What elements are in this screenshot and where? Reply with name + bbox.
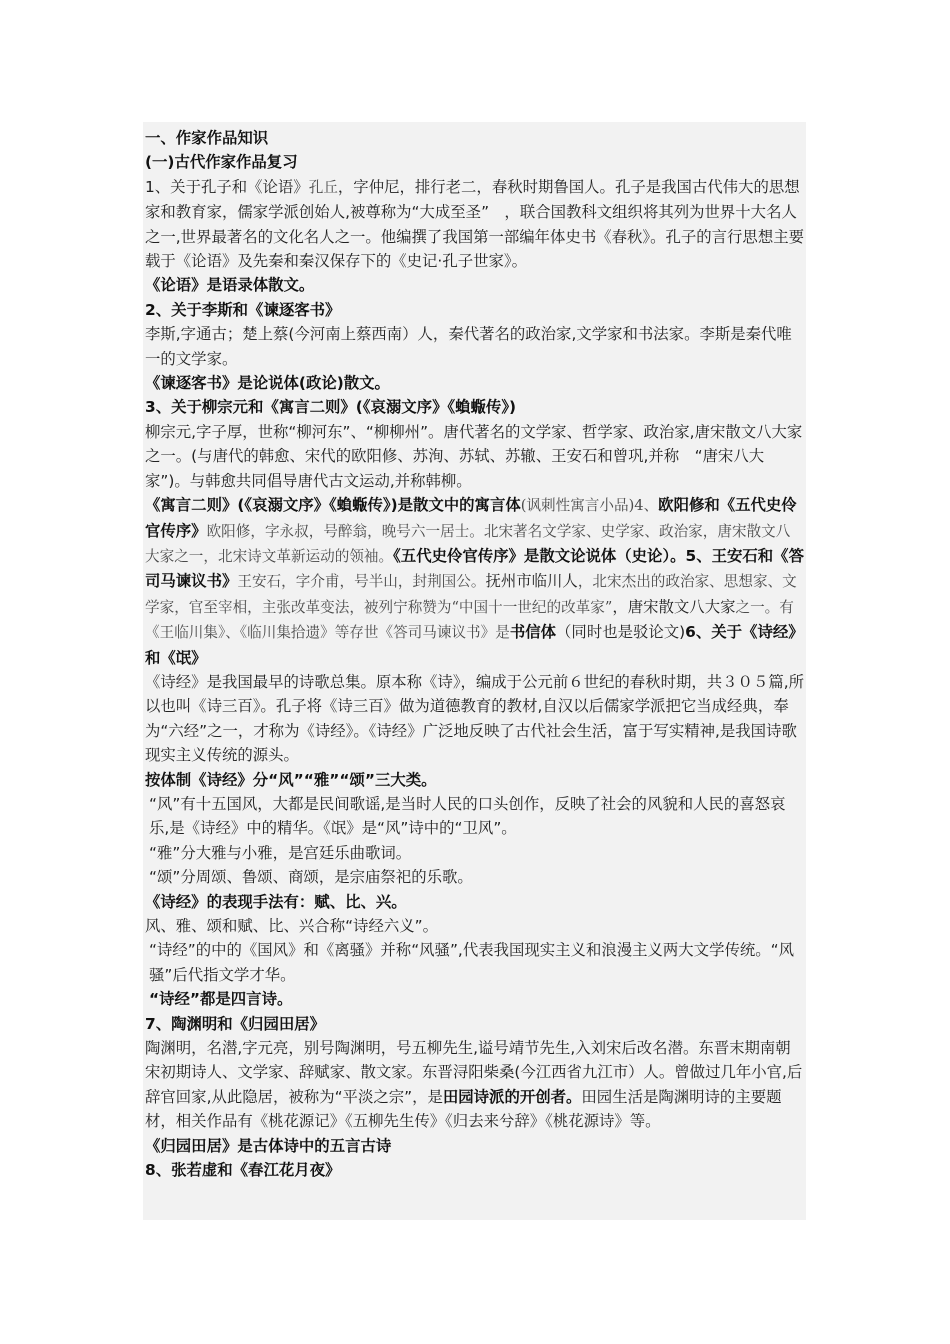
section-6-liuyi: 风、雅、颂和赋、比、兴合称“诗经六义”。	[145, 917, 438, 935]
m2: (讽刺性寓言小品)	[520, 497, 635, 515]
m12: 书信体	[509, 623, 557, 642]
section-8-title: 8、张若虚和《春江花月夜》	[145, 1161, 341, 1180]
document-page	[143, 122, 806, 1220]
section-2-text: 李斯,字通古；楚上蔡(今河南上蔡西南）人，秦代著名的政治家,文学家和书法家。李斯是秦代唯一的文学家。	[145, 325, 792, 368]
section-6-text: 《诗经》是我国最早的诗歌总集。原本称《诗》，编成于公元前６世纪的春秋时期，共３０５篇,所以也叫《诗三百》。孔子将《诗三百》做为道德教育的教材,自汉以后儒家学派把它当成经典，奉为“六经”之一，才称为《诗经》。《诗经》广泛地反映了古代社会生活，富于写实精神,是我国诗歌现实主义传统的源头。	[145, 672, 804, 765]
section-6-bold-3: “诗经”都是四言诗。	[149, 990, 293, 1009]
section-2-title: 2、关于李斯和《谏逐客书》	[145, 300, 341, 319]
section-6-bold-1: 按体制《诗经》分“风”“雅”“颂”三大类。	[145, 770, 437, 789]
m5: 欧阳修，字永叔，号醉翁，晚号六一居士。北宋著名文学家、史学家、政治家，唐宋散文八大家之一，北宋诗文革新运动的领袖。	[145, 522, 791, 565]
section-1-kongqiu: 孔丘	[308, 178, 338, 196]
section-6-ya: “雅”分大雅与小雅，是宫廷乐曲歌词。	[149, 843, 412, 862]
section-6-song: “颂”分周颂、鲁颂、商颂，是宗庙祭祀的乐歌。	[149, 868, 473, 887]
m8: 抚州市临川人	[485, 572, 578, 591]
m14: 6、关于《诗经》和《氓》	[145, 623, 804, 667]
section-1-bold: 《论语》是语录体散文。	[145, 276, 315, 295]
m7: 王安石，字介甫，号半山，封荆国公。	[237, 573, 486, 591]
section-1-text: ，字仲尼，排行老二，春秋时期鲁国人。孔子是我国古代伟大的思想家和教育家，儒家学派创始人,被尊称为“大成至圣” ，联合国教科文组织将其列为世界十大名人之一,世界最著名的文化名人之一。他编撰了我国第一部编年体史书《春秋》。孔子的言行思想主要载于《论语》及先秦和秦汉保存下的《史记·孔子世家》。	[145, 177, 804, 271]
section-7-t3: 田园生活是陶渊明诗的主要题材，相关作品有《桃花源记》《五柳先生传》《归去来兮辞》《桃花源诗》等。	[145, 1087, 782, 1131]
section-7-bold: 《归园田居》是古体诗中的五言古诗	[145, 1136, 392, 1155]
m3: 4、	[634, 497, 659, 515]
section-6-fengsao: “诗经”的中的《国风》和《离骚》并称“风骚”,代表我国现实主义和浪漫主义两大文学传统。“风骚”后代指文学才华。	[149, 941, 794, 984]
document-content	[143, 122, 806, 1182]
m1: 《寓言二则》(《哀溺文序》《蝜蝂传》)是散文中的寓言体	[145, 496, 521, 515]
section-6-bold-2: 《诗经》的表现手法有：赋、比、兴。	[145, 892, 407, 911]
section-7-t1: 陶渊明，名潜,字元亮，别号陶渊明，号五柳先生,谥号靖节先生,入刘宋后改名潜。东晋末期南朝宋初期诗人、文学家、辞赋家、散文家。东晋浔阳柴桑(今江西省九江市）人。曾做过几年小官,后辞官回家,从此隐居，被称为“平淡之宗”，是	[145, 1039, 803, 1106]
m13: （同时也是驳论文)	[556, 623, 686, 642]
section-3-5-mixed-paragraph	[145, 493, 804, 670]
section-3-title: 3、关于柳宗元和《寓言二则》(《哀溺文序》《蝜蝂传》)	[145, 398, 517, 417]
m11: 之一。有《王临川集》、《临川集拾遗》等存世《答司马谏议书》是	[145, 598, 794, 642]
section-7-title: 7、陶渊明和《归园田居》	[145, 1014, 326, 1033]
section-7-paragraph	[145, 1036, 804, 1134]
section-1-paragraph	[145, 175, 804, 274]
section-6-feng: “风”有十五国风，大都是民间歌谣,是当时人民的口头创作，反映了社会的风貌和人民的喜怒哀乐,是《诗经》中的精华。《氓》是“风”诗中的“卫风”。	[149, 794, 786, 838]
section-1-lead: 1、关于孔子和《论语》	[145, 177, 309, 196]
m9: ，北宋杰出的政治家、思想家、文学家，官至宰相，主张改革变法，被列宁称赞为“中国十一世纪的改革家”	[145, 573, 797, 616]
m10: ，唐宋散文八大家	[612, 597, 736, 616]
heading-1: 一、作家作品知识	[145, 129, 269, 147]
section-7-t2: 田园诗派的开创者。	[442, 1087, 582, 1106]
m4: 欧阳修和《五代史伶官传序》	[145, 496, 797, 540]
m6: 《五代史伶官传序》是散文论说体（史论）。5、王安石和《答司马谏议书》	[145, 546, 804, 591]
section-3-text: 柳宗元,字子厚，世称“柳河东”、“柳柳州”。唐代著名的文学家、哲学家、政治家,唐宋散文八大家之一。(与唐代的韩愈、宋代的欧阳修、苏洵、苏轼、苏辙、王安石和曾巩,并称 “唐宋八大家”)。与韩愈共同倡导唐代古文运动,并称韩柳。	[145, 422, 803, 490]
section-2-bold: 《谏逐客书》是论说体(政论)散文。	[145, 374, 390, 393]
heading-2: (一)古代作家作品复习	[145, 153, 298, 172]
